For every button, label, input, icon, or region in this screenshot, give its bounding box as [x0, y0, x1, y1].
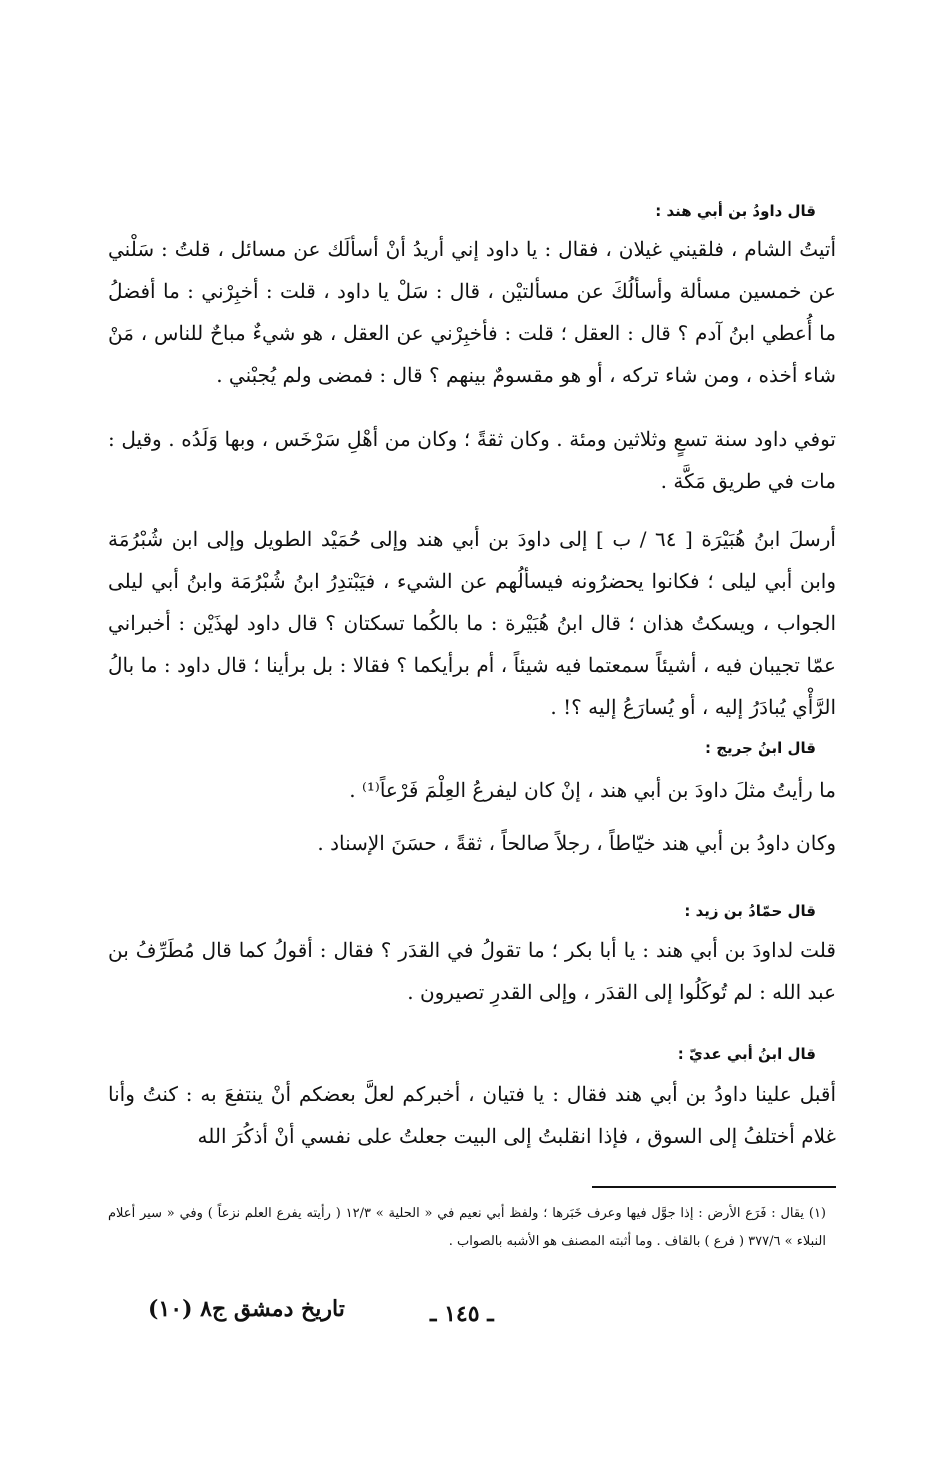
section-heading: قال ابنُ أبي عديّ :: [677, 1045, 816, 1063]
paragraph: أرسلَ ابنُ هُبَيْرَة [ ٦٤ / ب ] إلى داودَ بن أبي هند وإلى حُمَيْد الطويل وإلى ابن شُبْرُمَة وابن أبي ليلى ؛ فكانوا يحضرُونه فيسألُهم عن الشيء ، فيَبْتدِرُ ابنُ شُبْرُمَة وابنُ أبي ليلى الجواب ، ويسكتُ هذان ؛ قال ابنُ هُبَيْرة : ما بالكُما تسكتان ؟ قال داود لهذَيْن : أخبراني عمّا تجيبان فيه ، أشيئاً سمعتما فيه شيئاً ، أم برأيكما ؟ فقالا : بل برأينا ؛ قال داود : ما بالُ الرَّأْي يُبادَرُ إليه ، أو يُسارَعُ إليه ؟! .: [108, 527, 836, 719]
quote-line: ما رأيتُ مثلَ داودَ بن أبي هند ، إنْ كان ليفرعُ العِلْمَ فَرْعاً⁽¹⁾ .: [349, 778, 836, 802]
paragraph: توفي داود سنة تسعٍ وثلاثين ومئة . وكان ثقةً ؛ وكان من أهْلِ سَرْخَس ، وبها وَلَدُه . وقيل : مات في طريق مَكَّة .: [108, 427, 836, 493]
section-heading: قال حمّادُ بن زيد :: [684, 902, 816, 920]
text-line: وكان داودُ بن أبي هند خيّاطاً ، رجلاً صالحاً ، ثقةً ، حسَنَ الإسناد .: [317, 831, 836, 855]
footnote: (١) يقال : فَرَع الأرض : إذا جوَّل فيها وعرف خَبَرها ؛ ولفظ أبي نعيم في « الحلية » ١٢/٣ ( رأيته يفرع العلم نزعاً ) وفي « سير أعلام النبلاء » ٣٧٧/٦ ( فرع ) بالقاف . وما أثبته المصنف هو الأشبه بالصواب .: [108, 1206, 826, 1249]
page-number: ـ ١٤٥ ـ: [430, 1301, 494, 1327]
section-heading: قال ابنُ جريج :: [705, 739, 816, 757]
paragraph: أتيتُ الشام ، فلقيني غيلان ، فقال : يا داود إني أريدُ أنْ أسألَك عن مسائل ، قلتُ : سَلْني عن خمسين مسألة وأسألُكَ عن مسألتيْن ، قال : سَلْ يا داود ، قلت : أخبِرْني : ما أفضلُ ما أُعطي ابنُ آدم ؟ قال : العقل ؛ قلت : فأخبِرْني عن العقل ، هو شيءٌ مباحٌ للناس ، مَنْ شاء أخذه ، ومن شاء تركه ، أو هو مقسومٌ بينهم ؟ قال : فمضى ولم يُجبْني .: [108, 237, 836, 387]
footnote-divider: [592, 1186, 836, 1188]
paragraph: أقبل علينا داودُ بن أبي هند فقال : يا فتيان ، أخبركم لعلَّ بعضكم أنْ ينتفعَ به : كنتُ وأنا غلام أختلفُ إلى السوق ، فإذا انقلبتُ إلى البيت جعلتُ على نفسي أنْ أذكُرَ الله: [108, 1082, 836, 1148]
section-heading: قال داودُ بن أبي هند :: [655, 202, 816, 220]
paragraph: قلت لداودَ بن أبي هند : يا أبا بكر ؛ ما تقولُ في القدَر ؟ فقال : أقولُ كما قال مُطَرِّفُ بن عبد الله : لم تُوكَلُوا إلى القدَر ، وإلى القدرِ تصيرون .: [108, 938, 836, 1004]
print-signature: تاريخ دمشق ج٨ (١٠): [148, 1296, 345, 1322]
